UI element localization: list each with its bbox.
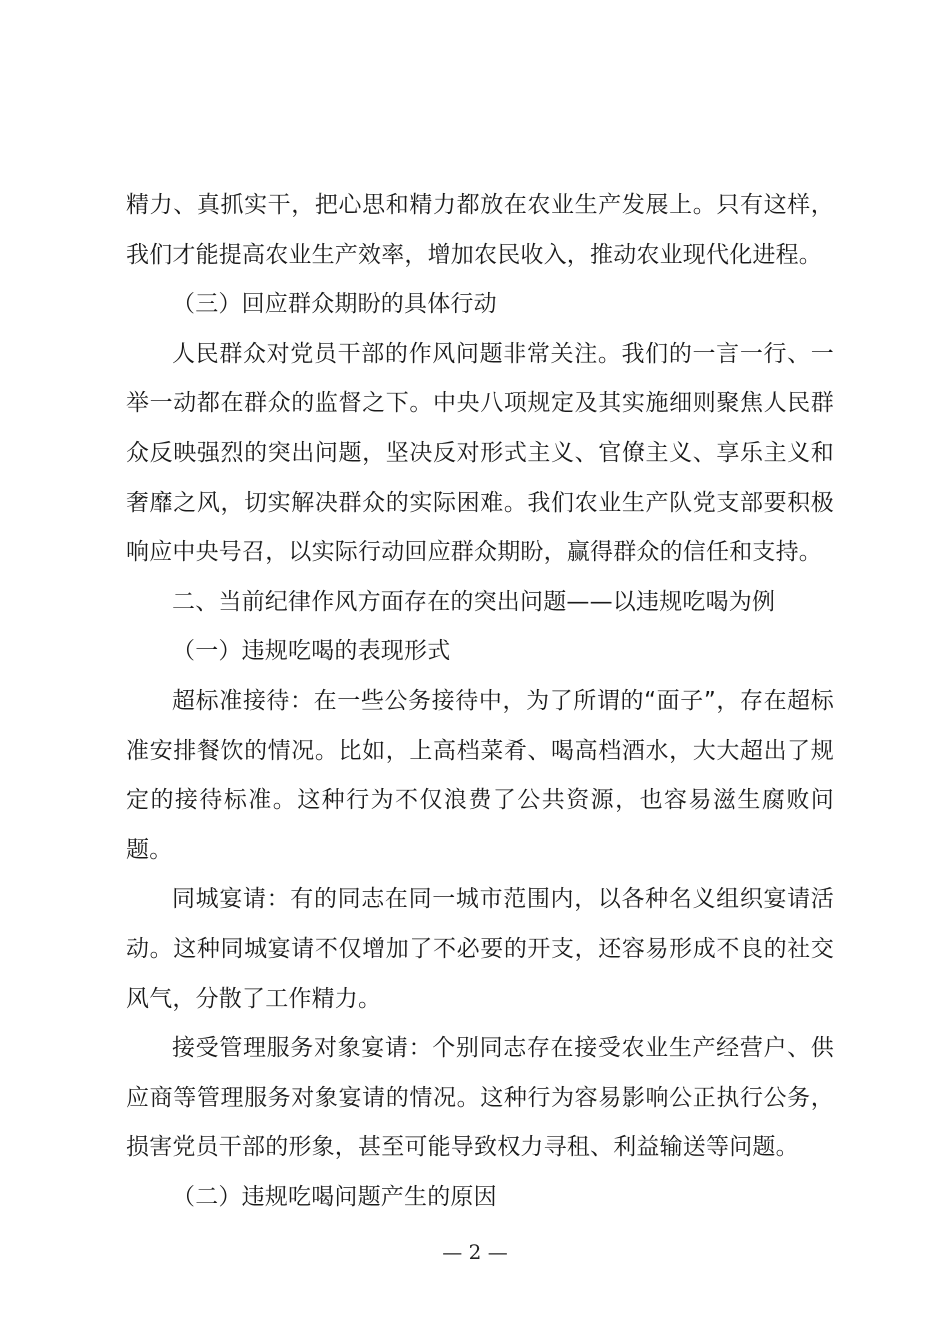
body-paragraph: 超标准接待：在一些公务接待中，为了所谓的“面子”，存在超标准安排餐饮的情况。比如，上高档菜肴、喝高档酒水，大大超出了规定的接待标准。这种行为不仅浪费了公共资源，也容易滋生腐败问题。 xyxy=(126,687,834,863)
body-paragraph: 接受管理服务对象宴请：个别同志存在接受农业生产经营户、供应商等管理服务对象宴请的情况。这种行为容易影响公正执行公务，损害党员干部的形象，甚至可能导致权力寻租、利益输送等问题。 xyxy=(126,1035,834,1161)
body-paragraph: 人民群众对党员干部的作风问题非常关注。我们的一言一行、一举一动都在群众的监督之下。中央八项规定及其实施细则聚焦人民群众反映强烈的突出问题，坚决反对形式主义、官僚主义、享乐主义和奢靡之风，切实解决群众的实际困难。我们农业生产队党支部要积极响应中央号召，以实际行动回应群众期盼，赢得群众的信任和支持。 xyxy=(126,340,834,566)
body-paragraph: 同城宴请：有的同志在同一城市范围内，以各种名义组织宴请活动。这种同城宴请不仅增加了不必要的开支，还容易形成不良的社交风气，分散了工作精力。 xyxy=(126,886,834,1012)
document-body xyxy=(126,181,834,1222)
section-heading-2: （二）违规吃喝问题产生的原因 xyxy=(172,1183,497,1210)
page-number: — 2 — xyxy=(442,1240,508,1264)
section-heading-3: （三）回应群众期盼的具体行动 xyxy=(172,291,497,318)
chapter-heading-2: 二、当前纪律作风方面存在的突出问题——以违规吃喝为例 xyxy=(172,588,776,615)
continuation-paragraph: 精力、真抓实干，把心思和精力都放在农业生产发展上。只有这样，我们才能提高农业生产效率，增加农民收入，推动农业现代化进程。 xyxy=(126,192,834,268)
section-heading-1: （一）违规吃喝的表现形式 xyxy=(172,638,451,665)
